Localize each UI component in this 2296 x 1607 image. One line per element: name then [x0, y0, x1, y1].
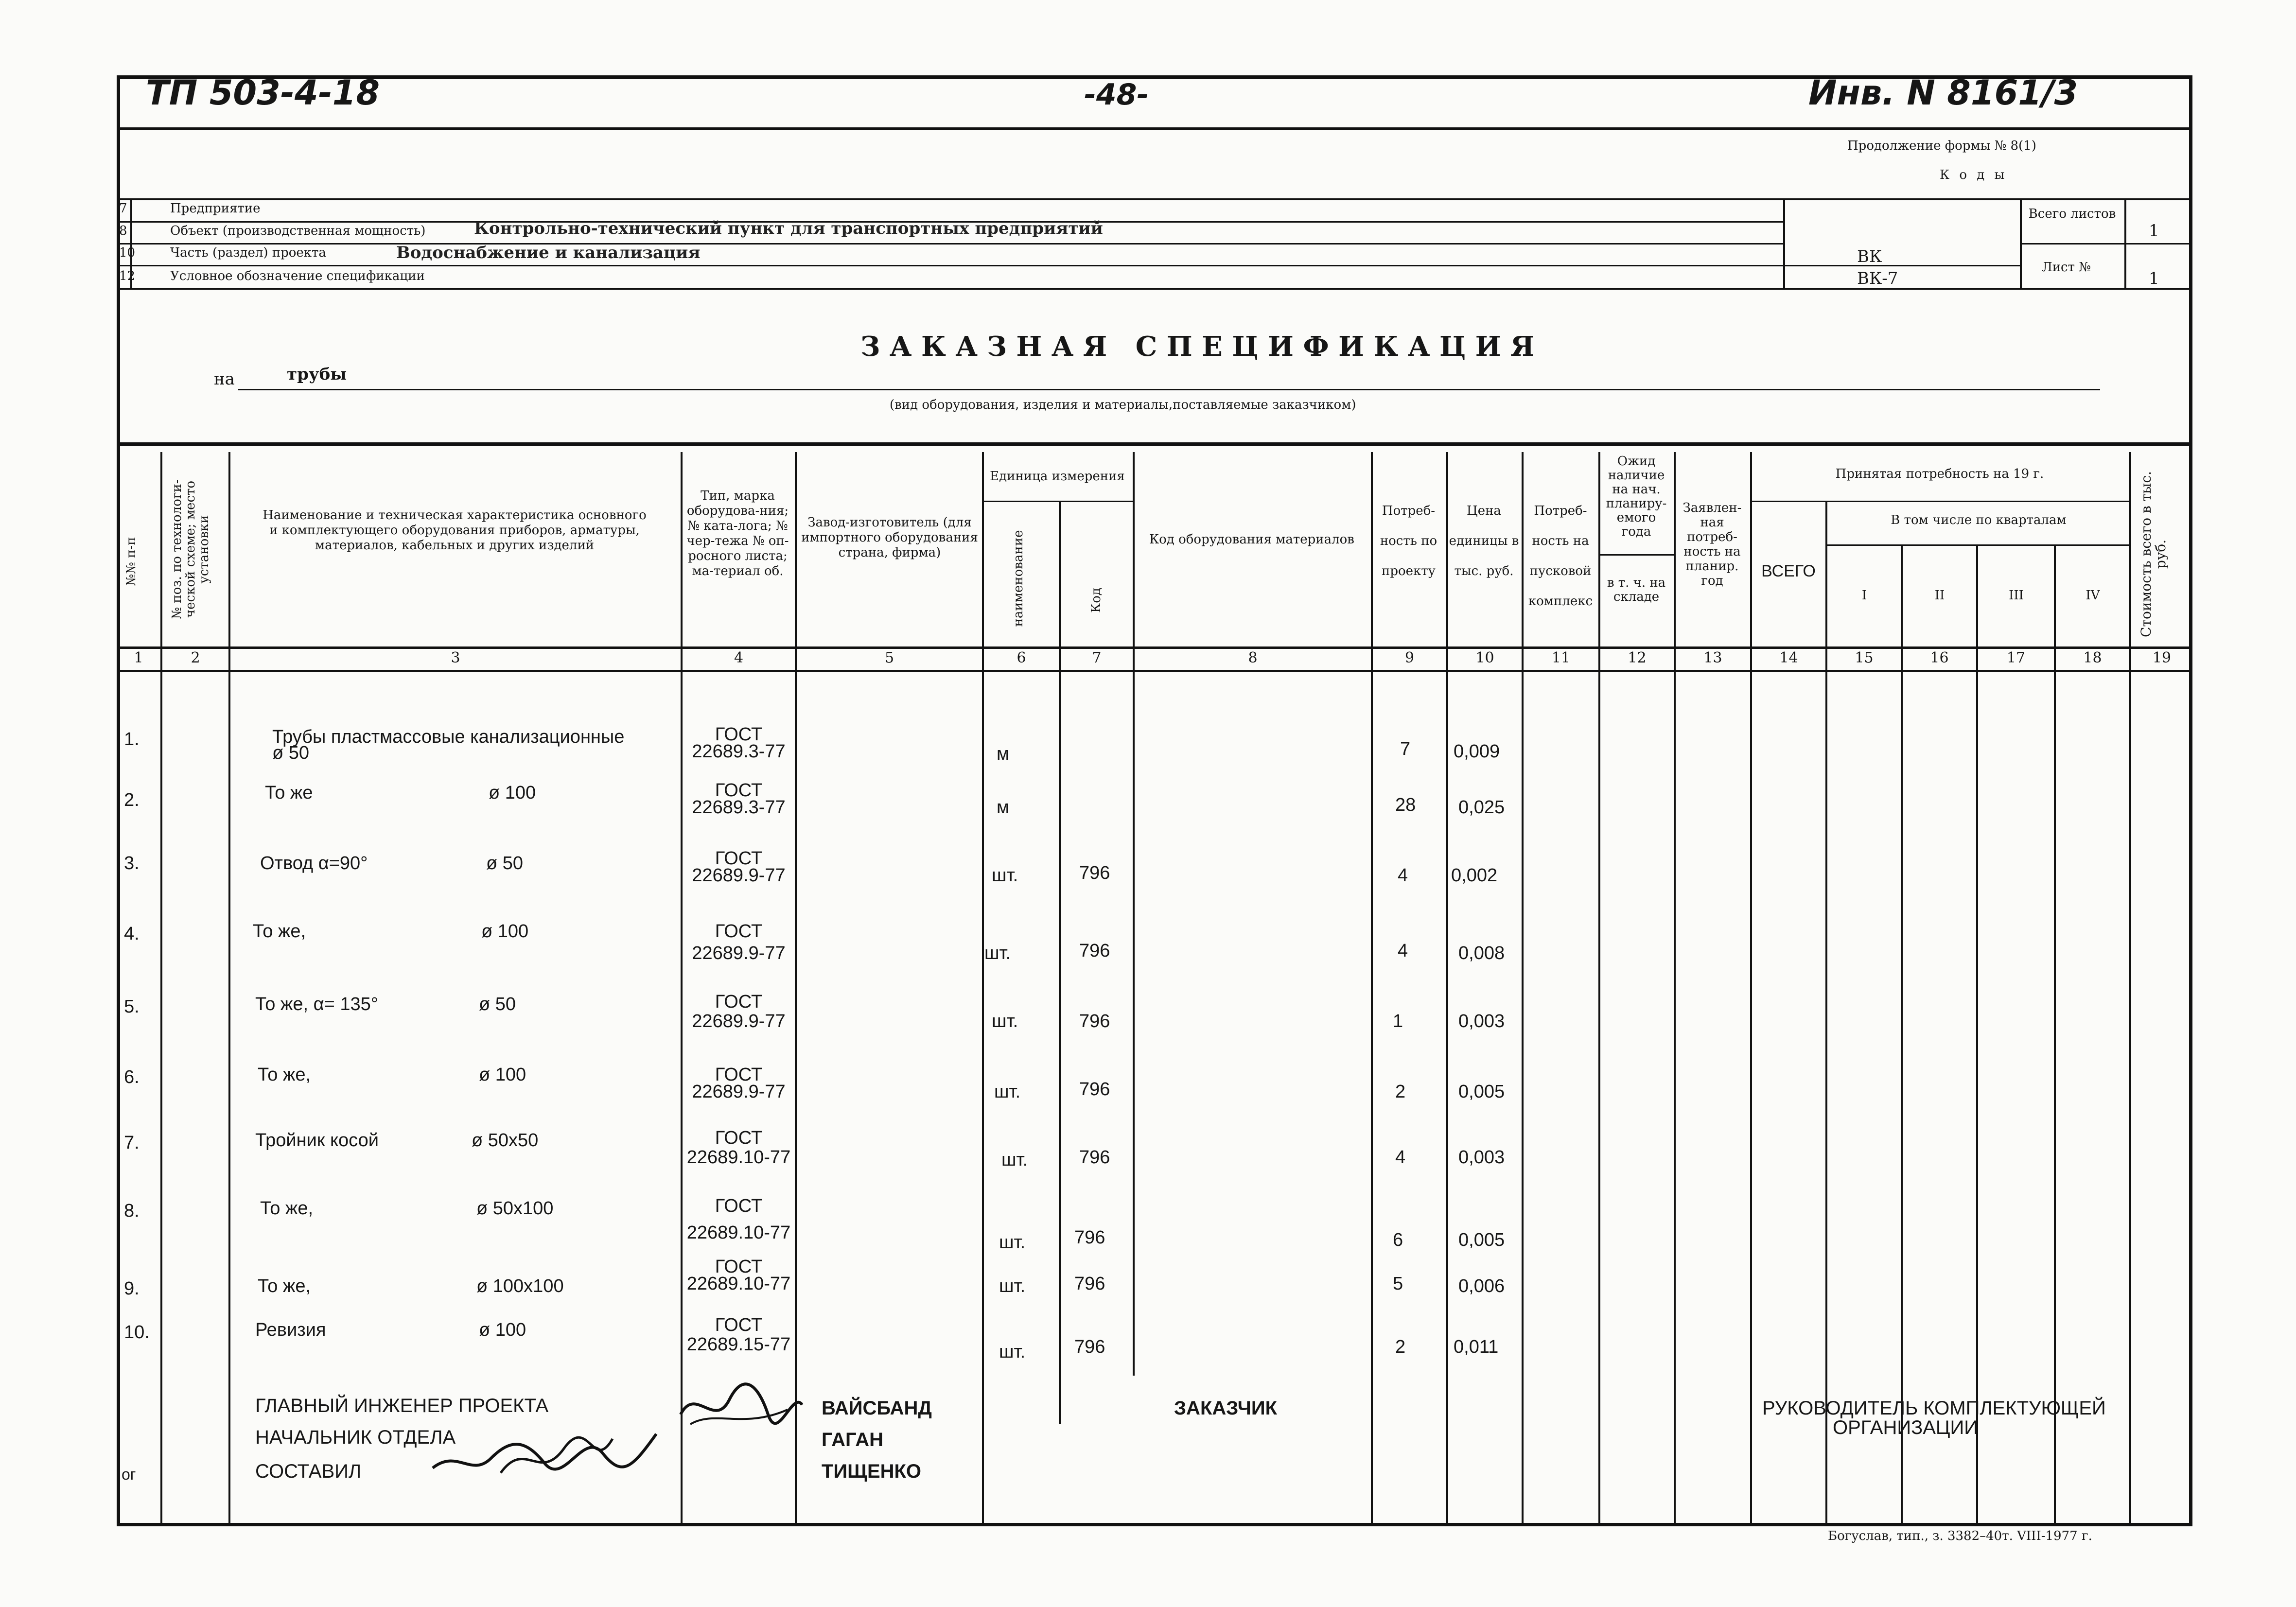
row-name: То же, α= 135°	[255, 994, 378, 1014]
header-startup: Потреб-ность на пусковой комплекс	[1528, 504, 1593, 609]
row-diameter: ø 50	[486, 853, 524, 873]
col-line	[1901, 544, 1903, 1526]
customer-label: ЗАКАЗЧИК	[1174, 1397, 1278, 1419]
form-continuation: Продолжение формы № 8(1)	[1847, 139, 2036, 153]
header-unit: Единица измерения	[990, 469, 1125, 484]
accepted-split	[1750, 501, 2129, 502]
row-number: 2.	[124, 790, 140, 810]
row-price: 0,006	[1458, 1276, 1505, 1296]
attr-rule-0	[117, 198, 2192, 200]
col-line	[1976, 544, 1978, 1526]
row-standard: 22689.10-77	[686, 1223, 791, 1243]
codes-divider-4	[2020, 243, 2192, 245]
col-line	[1133, 452, 1135, 1376]
header-type: Тип, марка оборудова-ния; № ката-лога; № чер-тежа № оп-росного листа; ма-териал об.	[686, 489, 789, 578]
header-quarters: В том числе по кварталам	[1891, 513, 2067, 527]
row-code: 796	[1074, 1337, 1105, 1357]
row-unit: шт.	[1001, 1150, 1028, 1170]
header-unit-name: наименование	[1011, 530, 1026, 627]
row-quantity: 2	[1395, 1337, 1406, 1357]
col-line	[1371, 452, 1373, 1526]
row-diameter: ø 100	[479, 1065, 526, 1085]
row-standard: 22689.9-77	[692, 943, 786, 963]
col-number: 19	[2152, 649, 2172, 666]
row-price: 0,002	[1451, 865, 1498, 886]
row-quantity: 4	[1398, 865, 1408, 886]
row-number: 3.	[124, 853, 140, 873]
header-expected: Ожид наличие на нач. планиру-емого года	[1606, 454, 1667, 539]
on-underline	[238, 389, 2100, 390]
col-number: 18	[2083, 649, 2102, 666]
margin-note: ог	[122, 1466, 136, 1483]
department-head-label: НАЧАЛЬНИК ОТДЕЛА	[255, 1427, 456, 1448]
codes-vk7: ВК-7	[1857, 269, 1898, 288]
signature-scribble	[428, 1419, 661, 1487]
row-code: 796	[1074, 1227, 1105, 1248]
printer-footer: Богуслав, тип., з. 3382–40т. VIII-1977 г.	[1828, 1529, 2092, 1543]
col-line	[228, 452, 230, 1526]
col-line	[1674, 452, 1676, 1526]
col-line	[1446, 452, 1448, 1526]
col-number: 6	[1017, 649, 1026, 666]
header-manufacturer: Завод-изготовитель (для импортного оборудования страна, фирма)	[801, 515, 978, 560]
row-standard: 22689.3-77	[692, 797, 786, 818]
col-line	[795, 452, 797, 1526]
attr-num: 12	[119, 269, 136, 283]
header-num: №№ п-п	[124, 537, 139, 586]
col-line	[160, 452, 162, 1526]
col-line	[1522, 452, 1524, 1526]
row-price: 0,005	[1458, 1082, 1505, 1102]
row-standard: 22689.10-77	[686, 1274, 791, 1294]
col-line	[681, 452, 683, 1526]
header-bottom-rule	[117, 646, 2192, 649]
col-line	[1598, 452, 1600, 1526]
header-q3: III	[2009, 588, 2024, 603]
row-unit: шт.	[984, 943, 1011, 963]
col-number: 3	[451, 649, 460, 666]
col-number: 7	[1092, 649, 1102, 666]
header-q2: II	[1934, 588, 1945, 603]
header-in-stock: в т. ч. на складе	[1607, 576, 1666, 604]
col-number: 4	[734, 649, 744, 666]
row-type: ГОСТ	[715, 1065, 763, 1085]
col-number: 12	[1628, 649, 1647, 666]
row-code: 796	[1079, 941, 1110, 961]
col-line	[1059, 501, 1061, 1424]
row-price: 0,025	[1458, 797, 1505, 818]
row-price: 0,003	[1458, 1011, 1505, 1031]
attr-num: 7	[119, 201, 127, 216]
row-type: ГОСТ	[715, 724, 763, 745]
row-name: Ревизия	[255, 1320, 326, 1340]
header-equipment-code: Код оборудования материалов	[1149, 532, 1354, 547]
manager-label: РУКОВОДИТЕЛЬ КОМПЛЕКТУЮЩЕЙ	[1762, 1397, 2106, 1419]
colnum-bottom-rule	[117, 670, 2192, 672]
col-number: 8	[1248, 649, 1258, 666]
object-value: Контрольно-технический пункт для транспортных предприятий	[474, 219, 1103, 238]
document-title: З А К А З Н А Я С П Е Ц И Ф И К А Ц И Я	[860, 331, 1535, 363]
row-name: Трубы пластмассовые канализационные	[272, 727, 625, 747]
chief-engineer-name: ВАЙСБАНД	[822, 1397, 932, 1419]
total-sheets-label: Всего листов	[2028, 207, 2116, 221]
row-price: 0,003	[1458, 1147, 1505, 1168]
row-number: 10.	[124, 1322, 150, 1343]
row-diameter: ø 100	[479, 1320, 526, 1340]
inventory-number: Инв. N 8161/3	[1808, 73, 2078, 113]
row-standard: 22689.3-77	[692, 741, 786, 762]
outer-frame	[117, 75, 2192, 1526]
col-line	[2129, 452, 2131, 1526]
col-number: 14	[1779, 649, 1798, 666]
quarters-split	[1825, 544, 2129, 546]
attr-label: Часть (раздел) проекта	[170, 245, 326, 260]
header-name: Наименование и техническая характеристика основного и комплектующего оборудования приборов, арматуры, материалов, кабельных и других изделий	[263, 508, 647, 553]
attr-rule-3	[117, 265, 1784, 266]
row-quantity: 5	[1393, 1274, 1403, 1294]
manager-org-label: ОРГАНИЗАЦИИ	[1833, 1417, 1979, 1438]
h12-split	[1598, 554, 1674, 556]
row-name: Отвод α=90°	[260, 853, 368, 873]
col-number: 5	[884, 649, 894, 666]
row-code: 796	[1079, 863, 1110, 883]
row-type: ГОСТ	[715, 992, 763, 1012]
header-q1: I	[1861, 588, 1867, 603]
row-price: 0,005	[1458, 1230, 1505, 1250]
row-number: 1.	[124, 729, 140, 750]
project-code: ТП 503-4-18	[146, 73, 380, 113]
author-name: ТИЩЕНКО	[822, 1461, 922, 1482]
row-type: ГОСТ	[715, 780, 763, 801]
sheet-no-value: 1	[2149, 269, 2159, 288]
row-quantity: 2	[1395, 1082, 1406, 1102]
header-cost: Стоимость всего в тыс. руб.	[2138, 471, 2169, 637]
row-type: ГОСТ	[715, 848, 763, 869]
row-number: 7.	[124, 1133, 140, 1153]
chief-engineer-label: ГЛАВНЫЙ ИНЖЕНЕР ПРОЕКТА	[255, 1395, 549, 1416]
total-sheets-value: 1	[2149, 221, 2159, 241]
row-standard: 22689.9-77	[692, 1082, 786, 1102]
col-number: 9	[1404, 649, 1415, 666]
codes-vk: ВК	[1857, 247, 1882, 266]
row-diameter: ø 50	[272, 743, 310, 763]
row-code: 796	[1079, 1079, 1110, 1100]
col-number: 10	[1475, 649, 1494, 666]
row-unit: шт.	[999, 1342, 1026, 1362]
header-q4: IV	[2086, 588, 2100, 603]
row-diameter: ø 100х100	[476, 1276, 564, 1296]
attr-label: Объект (производственная мощность)	[170, 224, 426, 238]
row-quantity: 4	[1395, 1147, 1406, 1168]
codes-label: К о д ы	[1940, 168, 2008, 182]
col-number: 1	[134, 649, 143, 666]
codes-divider-5	[1783, 265, 2021, 266]
row-price: 0,011	[1454, 1337, 1499, 1357]
row-unit: м	[997, 797, 1010, 818]
row-unit: шт.	[992, 865, 1018, 886]
row-unit: шт.	[999, 1232, 1026, 1253]
row-price: 0,008	[1458, 943, 1505, 963]
row-code: 796	[1074, 1274, 1105, 1294]
col-number: 11	[1551, 649, 1571, 666]
row-code: 796	[1079, 1011, 1110, 1031]
row-name: Тройник косой	[255, 1130, 379, 1151]
part-value: Водоснабжение и канализация	[396, 243, 701, 262]
row-name: То же,	[258, 1065, 311, 1085]
row-type: ГОСТ	[715, 1128, 763, 1148]
header-unit-code: Код	[1089, 588, 1104, 613]
row-number: 4.	[124, 924, 140, 944]
title-bottom-rule	[117, 442, 2192, 446]
row-unit: шт.	[999, 1276, 1026, 1296]
row-quantity: 7	[1400, 739, 1411, 759]
col-number: 16	[1930, 649, 1949, 666]
header-position: № поз. по технологи-ческой схеме; место установки	[170, 479, 211, 619]
col-number: 2	[191, 649, 200, 666]
row-price: 0,009	[1454, 741, 1500, 762]
author-label: СОСТАВИЛ	[255, 1461, 362, 1482]
row-diameter: ø 100	[481, 921, 529, 942]
sheet-no-label: Лист №	[2042, 260, 2091, 275]
row-unit: шт.	[994, 1082, 1021, 1102]
page-number: -48-	[1084, 78, 1149, 112]
codes-divider-1	[1783, 198, 1785, 289]
row-name: То же,	[253, 921, 306, 942]
top-rule	[117, 127, 2192, 130]
row-code: 796	[1079, 1147, 1110, 1168]
row-type: ГОСТ	[715, 1196, 763, 1216]
col-line	[2054, 544, 2056, 1526]
row-unit: м	[997, 744, 1010, 764]
col-number: 17	[2006, 649, 2026, 666]
col-line	[982, 452, 984, 1526]
attr-num: 10	[119, 245, 136, 260]
signature-scribble-2	[676, 1380, 807, 1434]
row-diameter: ø 50х50	[472, 1130, 539, 1151]
col-number: 15	[1855, 649, 1874, 666]
header-accepted: Принятая потребность на 19 г.	[1835, 467, 2044, 481]
subtitle: (вид оборудования, изделия и материалы,поставляемые заказчиком)	[890, 398, 1356, 412]
row-quantity: 1	[1393, 1011, 1403, 1031]
row-type: ГОСТ	[715, 1257, 763, 1277]
row-name: То же,	[258, 1276, 311, 1296]
row-standard: 22689.9-77	[692, 1011, 786, 1031]
row-standard: 22689.10-77	[686, 1147, 791, 1168]
col-number: 13	[1703, 649, 1722, 666]
row-diameter: ø 50	[479, 994, 516, 1014]
row-type: ГОСТ	[715, 921, 763, 942]
row-number: 8.	[124, 1201, 140, 1221]
row-quantity: 28	[1395, 795, 1416, 815]
row-quantity: 6	[1393, 1230, 1403, 1250]
unit-split	[982, 501, 1133, 502]
department-head-name: ГАГАН	[822, 1429, 883, 1450]
attr-num: 8	[119, 224, 127, 238]
header-total: ВСЕГО	[1761, 562, 1816, 580]
row-number: 5.	[124, 996, 140, 1017]
row-standard: 22689.9-77	[692, 865, 786, 886]
row-name: То же,	[260, 1198, 314, 1219]
row-quantity: 4	[1398, 941, 1408, 961]
row-name: То же	[265, 783, 313, 803]
header-demand: Потреб-ность по проекту	[1380, 504, 1437, 578]
on-label: на	[214, 369, 235, 389]
row-standard: 22689.15-77	[686, 1334, 791, 1355]
attr-rule-2	[117, 243, 1784, 245]
on-value: трубы	[287, 365, 347, 384]
row-unit: шт.	[992, 1011, 1018, 1031]
col-line	[1750, 452, 1752, 1526]
row-number: 9.	[124, 1278, 140, 1299]
header-price: Цена единицы в тыс. руб.	[1449, 504, 1519, 578]
row-number: 6.	[124, 1067, 140, 1087]
row-diameter: ø 100	[489, 783, 536, 803]
header-declared: Заявлен-ная потреб-ность на планир. год	[1683, 501, 1742, 588]
row-diameter: ø 50х100	[476, 1198, 554, 1219]
row-type: ГОСТ	[715, 1315, 763, 1335]
attr-label: Предприятие	[170, 201, 261, 216]
attr-label: Условное обозначение спецификации	[170, 269, 425, 283]
